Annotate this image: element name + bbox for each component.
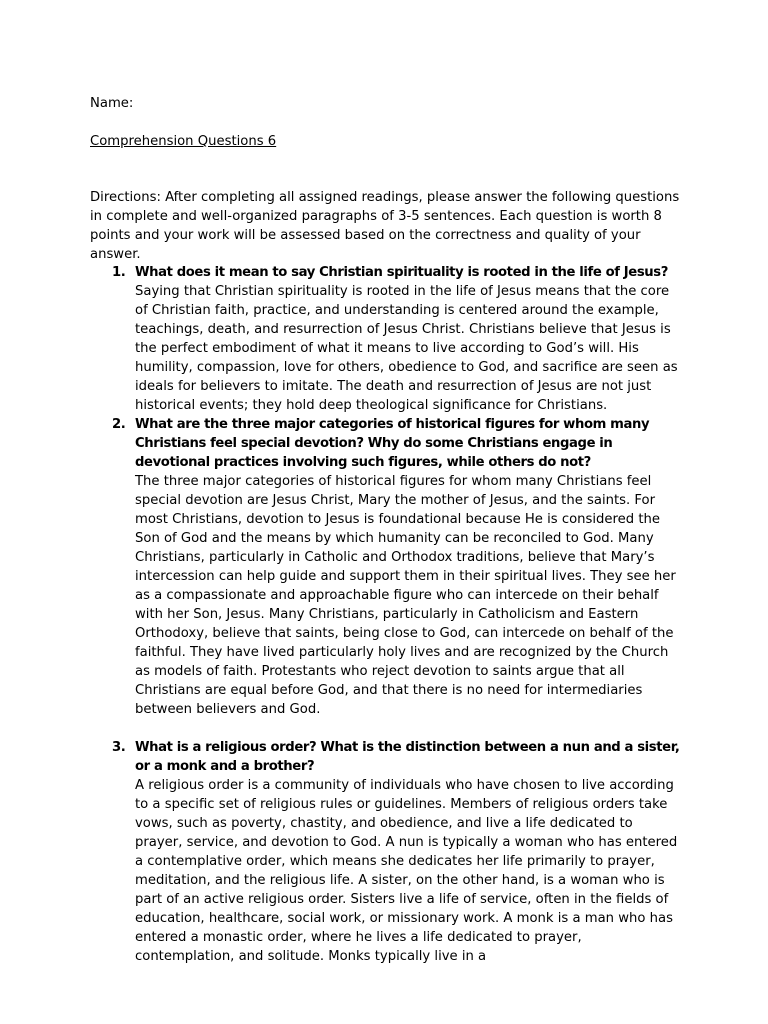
- question-item-1: [0, 263, 680, 415]
- question-item-3: [0, 738, 680, 966]
- question-item-2: [0, 415, 680, 719]
- answer-text: Saying that Christian spirituality is rooted in the life of Jesus means that the core of Christian faith, practice, and understanding is centered around the example, teachings, death, and resurrection of Jesus Christ. Christians believe that Jesus is the perfect embodiment of what it means to live according to God’s will. His humility, compassion, love for others, obedience to God, and sacrifice are seen as ideals for believers to imitate. The death and resurrection of Jesus are not just historical events; they hold deep theological significance for Christians.: [135, 284, 678, 413]
- answer-text: A religious order is a community of individuals who have chosen to live according to a specific set of religious rules or guidelines. Members of religious orders take vows, such as poverty, chastity, and obedience, and live a life dedicated to prayer, service, and devotion to God. A nun is typically a woman who has entered a contemplative order, which means she dedicates her life primarily to prayer, meditation, and the religious life. A sister, on the other hand, is a woman who is part of an active religious order. Sisters live a life of service, often in the fields of education, healthcare, social work, or missionary work. A monk is a man who has entered a monastic order, where he lives a life dedicated to prayer, contemplation, and solitude. Monks typically live in a: [135, 778, 678, 964]
- directions-paragraph: Directions: After completing all assigned readings, please answer the following questions in complete and well-organized paragraphs of 3-5 sentences. Each question is worth 8 points and your work will be assessed based on the correctness and quality of your answer.: [90, 190, 680, 262]
- question-text: What are the three major categories of historical figures for whom many Christians feel special devotion? Why do some Christians engage in devotional practices involving such figures, while others do not?: [135, 417, 650, 470]
- question-text: What does it mean to say Christian spirituality is rooted in the life of Jesus?: [135, 265, 668, 280]
- question-number: 2.: [112, 417, 126, 432]
- name-label: Name:: [90, 96, 134, 111]
- question-number: 3.: [112, 740, 126, 755]
- question-text: What is a religious order? What is the distinction between a nun and a sister, or a monk and a brother?: [135, 740, 680, 774]
- document-title: Comprehension Questions 6: [90, 134, 277, 149]
- question-list: [0, 263, 768, 966]
- answer-text: The three major categories of historical figures for whom many Christians feel special devotion are Jesus Christ, Mary the mother of Jesus, and the saints. For most Christians, devotion to Jesus is foundational because He is considered the Son of God and the means by which humanity can be reconciled to God. Many Christians, particularly in Catholic and Orthodox traditions, believe that Mary’s intercession can help guide and support them in their spiritual lives. They see her as a compassionate and approachable figure who can intercede on their behalf with her Son, Jesus. Many Christians, particularly in Catholicism and Eastern Orthodoxy, believe that saints, being close to God, can intercede on behalf of the faithful. They have lived particularly holy lives and are recognized by the Church as models of faith. Protestants who reject devotion to saints argue that all Christians are equal before God, and that there is no need for intermediaries between believers and God.: [135, 474, 676, 717]
- question-number: 1.: [112, 265, 126, 280]
